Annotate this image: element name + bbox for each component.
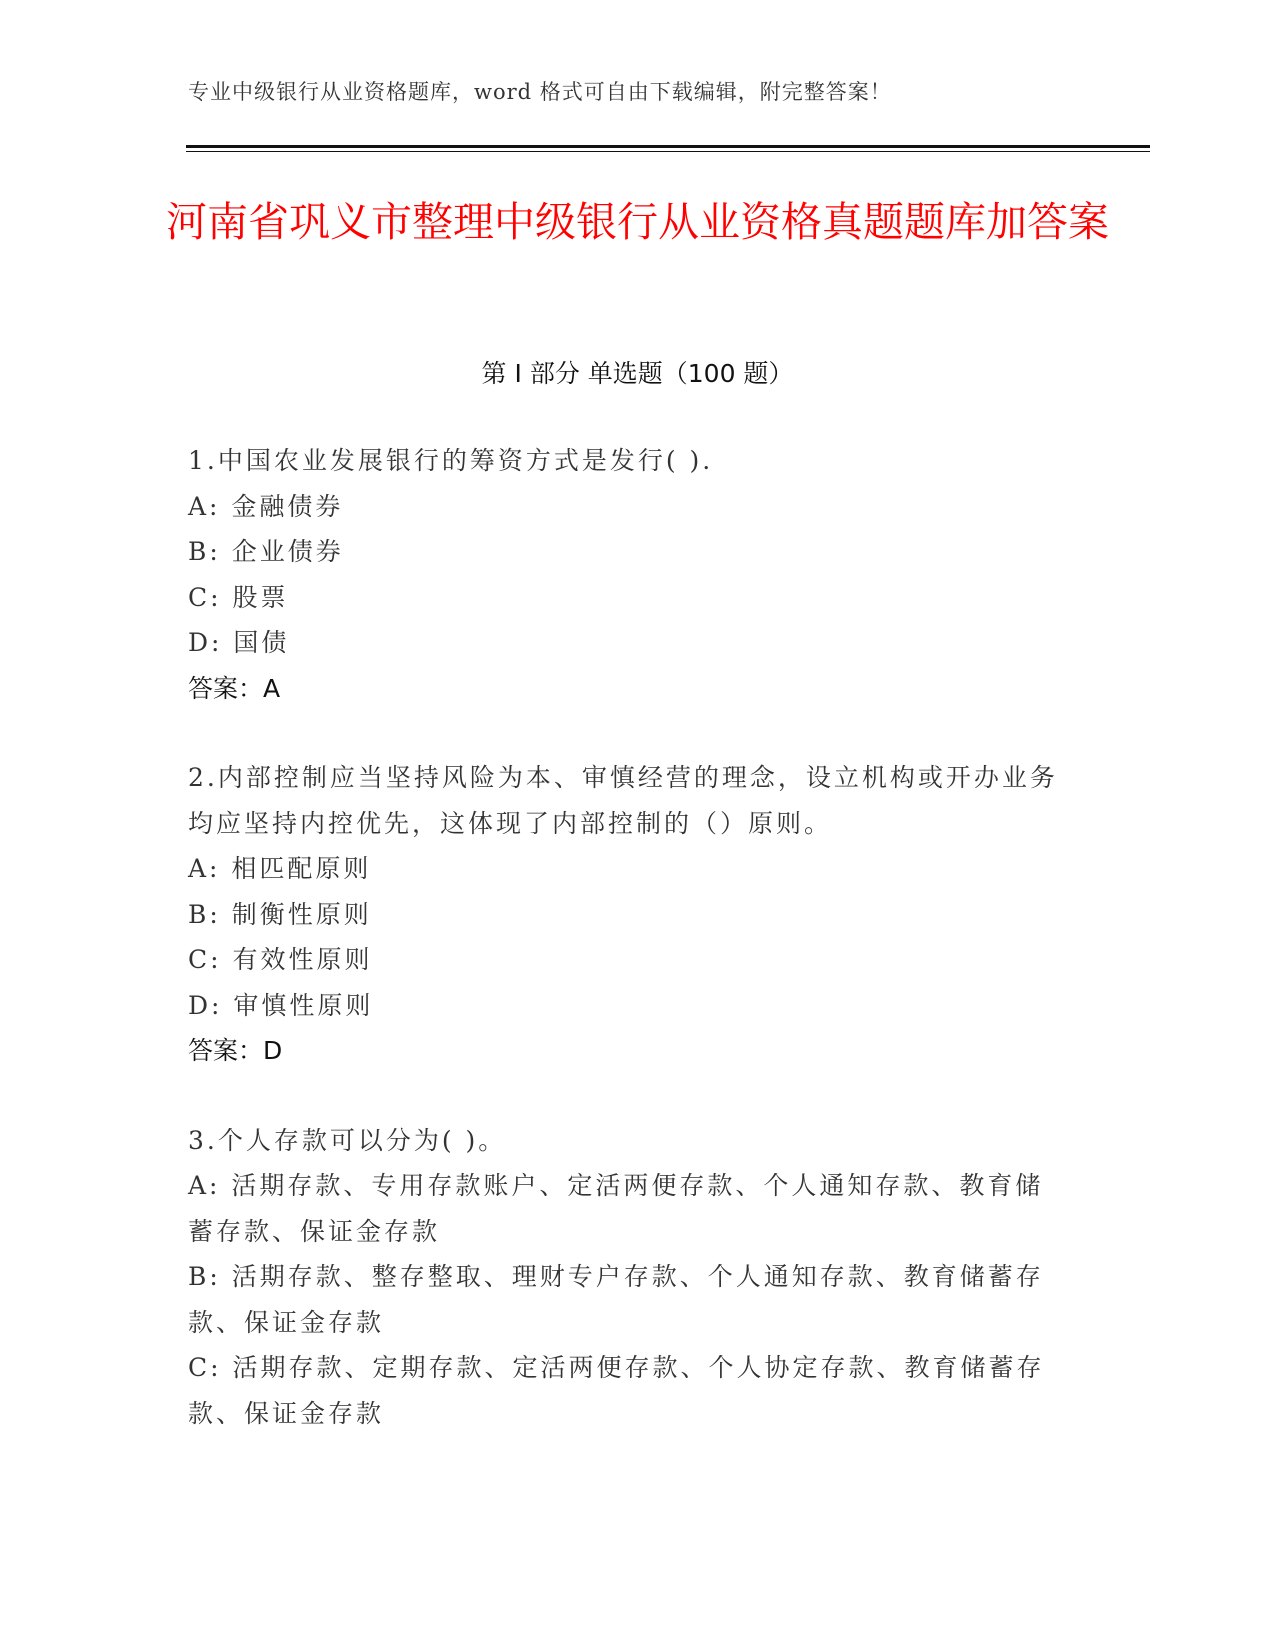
- answer-label: 答案：A: [188, 673, 281, 703]
- option-c: C: 有效性原则: [188, 945, 373, 974]
- question-stem: 2.内部控制应当坚持风险为本、审慎经营的理念，设立机构或开办业务均应坚持内控优先，这体现了内部控制的（）原则。: [188, 763, 1058, 838]
- option-c: C: 活期存款、定期存款、定活两便存款、个人协定存款、教育储蓄存款、保证金存款: [188, 1353, 1045, 1428]
- document-title: 河南省巩义市整理中级银行从业资格真题题库加答案: [166, 198, 1109, 246]
- question-2: [188, 755, 1068, 1074]
- header-note: 专业中级银行从业资格题库，word 格式可自由下载编辑，附完整答案！: [188, 80, 892, 104]
- question-stem: 1.中国农业发展银行的筹资方式是发行( ).: [188, 446, 714, 475]
- question-3: [188, 1118, 1068, 1437]
- option-d: D: 审慎性原则: [188, 990, 374, 1020]
- option-a: A: 金融债券: [188, 491, 344, 521]
- header-rule-thin: [186, 151, 1150, 152]
- option-a: A: 活期存款、专用存款账户、定活两便存款、个人通知存款、教育储蓄存款、保证金存款: [188, 1171, 1044, 1246]
- question-stem: 3.个人存款可以分为( )。: [188, 1125, 507, 1155]
- option-d: D: 国债: [188, 628, 290, 657]
- option-b: B: 企业债券: [188, 537, 344, 566]
- question-list: [188, 438, 1068, 1480]
- header-rule-thick: [186, 145, 1150, 148]
- option-c: C: 股票: [188, 582, 289, 612]
- option-b: B: 制衡性原则: [188, 899, 372, 929]
- answer-label: 答案：D: [188, 1036, 283, 1065]
- option-b: B: 活期存款、整存整取、理财专户存款、个人通知存款、教育储蓄存款、保证金存款: [188, 1262, 1044, 1337]
- section-heading: 第 I 部分 单选题（100 题）: [481, 359, 794, 388]
- question-1: [188, 438, 1068, 711]
- option-a: A: 相匹配原则: [188, 854, 372, 883]
